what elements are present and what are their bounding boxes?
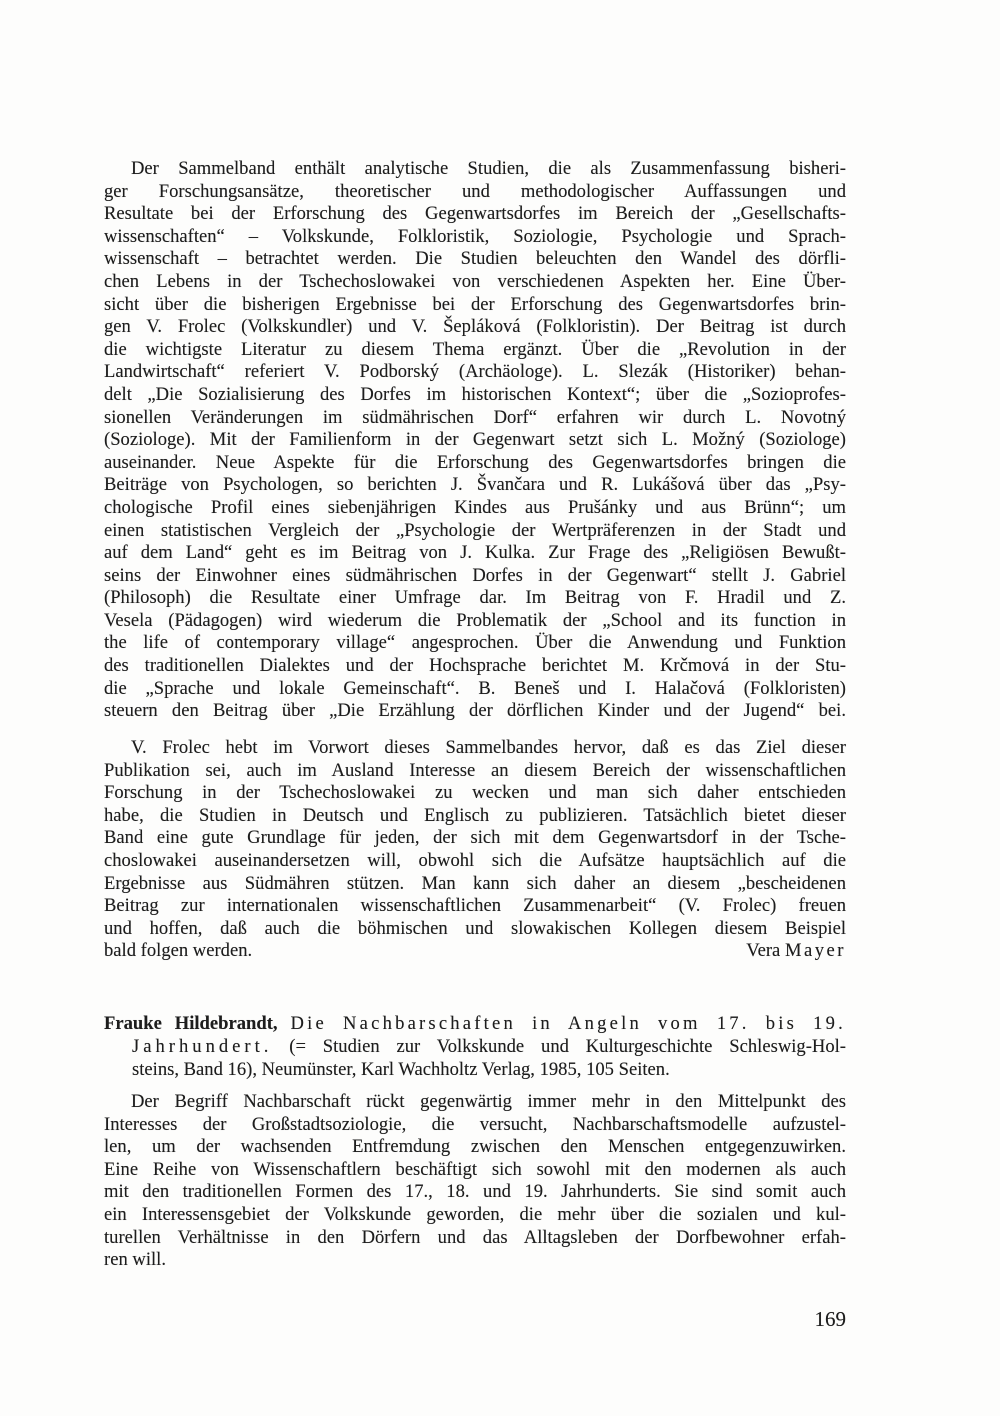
text-line: Eine Reihe von Wissenschaftlern beschäftigt sich sowohl mit den modernen als auch [104, 1158, 846, 1180]
page-number: 169 [814, 1307, 846, 1331]
text-line: ren will. [104, 1249, 166, 1271]
text-line: V. Frolec hebt im Vorwort dieses Sammelbandes hervor, daß es das Ziel dieser [131, 737, 846, 758]
text-line: the life of contemporary village“ angesprochen. Über die Anwendung und Funktion [104, 632, 846, 654]
text-line: len, um der wachsenden Entfremdung zwischen den Menschen entgegenzuwirken. [104, 1136, 846, 1158]
text-line: die „Sprache und lokale Gemeinschaft“. B. Beneš und I. Halačová (Folkloristen) [104, 677, 846, 699]
text-line: und hoffen, daß auch die böhmischen und slowakischen Kollegen diesem Beispiel [104, 917, 846, 939]
heading-line-1 [104, 1012, 846, 1035]
text-line: Resultate bei der Erforschung des Gegenwartsdorfes im Bereich der „Gesellschafts- [104, 203, 846, 225]
text-line: die wichtigste Literatur zu diesem Thema ergänzt. Über die „Revolution in der [104, 338, 846, 360]
text-line: auf dem Land“ geht es im Beitrag von J. Kulka. Zur Frage des „Religiösen Bewußt- [104, 542, 846, 564]
text-line: einen statistischen Vergleich der „Psychologie der Wertpräferenzen in der Stadt und [104, 519, 846, 541]
text-line: habe, die Studien in Deutsch und Englisch zu publizieren. Tatsächlich bietet dieser [104, 804, 846, 826]
text-line: ger Forschungsansätze, theoretischer und methodologischer Auffassungen und [104, 180, 846, 202]
paragraph-lines [104, 737, 846, 940]
text-line: choslowakei auseinandersetzen will, obwohl sich die Aufsätze hauptsächlich auf die [104, 849, 846, 871]
text-line: turellen Verhältnisse in den Dörfern und das Alltagsleben der Dorfbewohner erfah- [104, 1226, 846, 1248]
text-line: Der Sammelband enthält analytische Studien, die als Zusammenfassung bisheri- [131, 158, 846, 179]
text-line: seins der Einwohner eines südmährischen Dorfes in der Gegenwart“ stellt J. Gabriel [104, 564, 846, 586]
text-line: des traditionellen Dialektes und der Hochsprache berichtet M. Krčmová in der Stu- [104, 655, 846, 677]
review2-series-info: (= Studien zur Volkskunde und Kulturgeschichte Schleswig-Hol- [289, 1036, 846, 1057]
text-line: (Philosoph) die Resultate einer Umfrage dar. Im Beitrag von F. Hradil und Z. [104, 587, 846, 609]
text-line: wissenschaften“ – Volkskunde, Folkloristik, Soziologie, Psychologie und Sprach- [104, 225, 846, 247]
text-line: Forschung in der Tschechoslowakei zu wecken und man sich daher entschieden [104, 782, 846, 804]
paragraph-last-line-with-signature [104, 940, 846, 963]
text-line: (Soziologe). Mit der Familienform in der Gegenwart setzt sich L. Možný (Soziologe) [104, 429, 846, 451]
text-line: chen Lebens in der Tschechoslowakei von verschiedenen Aspekten her. Eine Über- [104, 270, 846, 292]
text-line: sionellen Veränderungen im südmährischen Dorf“ erfahren wir durch L. Novotný [104, 406, 846, 428]
text-line: Landwirtschaft“ referiert V. Podborský (Archäologe). L. Slezák (Historiker) behan- [104, 361, 846, 383]
review2-title: Die Nachbarschaften in Angeln vom 17. bis 19. [290, 1013, 847, 1034]
text-line: Band eine gute Grundlage für jeden, der sich mit dem Gegenwartsdorf in der Tsche- [104, 827, 846, 849]
page-number-row [104, 1306, 846, 1332]
review2-paragraph-1 [104, 1091, 846, 1272]
paragraph-last-line: bald folgen werden. [104, 940, 253, 962]
review1-paragraph-1 [104, 158, 846, 723]
text-line: Der Begriff Nachbarschaft rückt gegenwärtig immer mehr in den Mittelpunkt des [131, 1091, 846, 1112]
text-line: mit den traditionellen Formen des 17., 18. und 19. Jahrhunderts. Sie sind somit auch [104, 1181, 846, 1203]
text-line: Vesela (Pädagogen) wird wiederum die Problematik der „School and its function in [104, 609, 846, 631]
text-line: Ergebnisse aus Südmähren stützen. Man kann sich daher an diesem „bescheidenen [104, 872, 846, 894]
review2-author: Frauke Hildebrandt, [104, 1013, 278, 1034]
text-line: gen V. Frolec (Volkskundler) und V. Šepláková (Folkloristin). Der Beitrag ist durch [104, 316, 846, 338]
text-line: sicht über die bisherigen Ergebnisse bei der Erforschung des Gegenwartsdorfes brin- [104, 293, 846, 315]
text-line: auseinander. Neue Aspekte für die Erforschung des Gegenwartsdorfes bringen die [104, 451, 846, 473]
heading-line-2 [104, 1035, 846, 1058]
text-line: steuern den Beitrag über „Die Erzählung der dörflichen Kinder und der Jugend“ bei. [104, 700, 846, 722]
reviewer-signature [746, 940, 846, 963]
text-line: wissenschaft – betrachtet werden. Die Studien beleuchten den Wandel des dörfli- [104, 248, 846, 270]
text-line: Beiträge von Psychologen, so berichten J. Švančara und R. Lukášová über das „Psy- [104, 474, 846, 496]
reviewer-last-name: Mayer [784, 940, 846, 962]
text-line: Beitrag zur internationalen wissenschaftlichen Zusammenarbeit“ (V. Frolec) freuen [104, 895, 846, 917]
heading-line-3: steins, Band 16), Neumünster, Karl Wachholtz Verlag, 1985, 105 Seiten. [132, 1059, 670, 1080]
review2-heading [104, 1012, 846, 1081]
review1-paragraph-2 [104, 737, 846, 963]
reviewer-first-name: Vera [746, 940, 781, 962]
text-line: ein Interessensgebiet der Volkskunde geworden, die mehr über die sozialen und kul- [104, 1203, 846, 1225]
text-line: delt „Die Sozialisierung des Dorfes im historischen Kontext“; über die „Sozioprofes- [104, 383, 846, 405]
text-line: chologische Profil eines siebenjährigen Kindes aus Prušánky und aus Brünn“; um [104, 496, 846, 518]
text-line: Interesses der Großstadtsoziologie, die versucht, Nachbarschaftsmodelle aufzustel- [104, 1113, 846, 1135]
review2-title-continued: Jahrhundert. [132, 1036, 273, 1057]
text-line: Publikation sei, auch im Ausland Interesse an diesem Bereich der wissenschaftlichen [104, 759, 846, 781]
